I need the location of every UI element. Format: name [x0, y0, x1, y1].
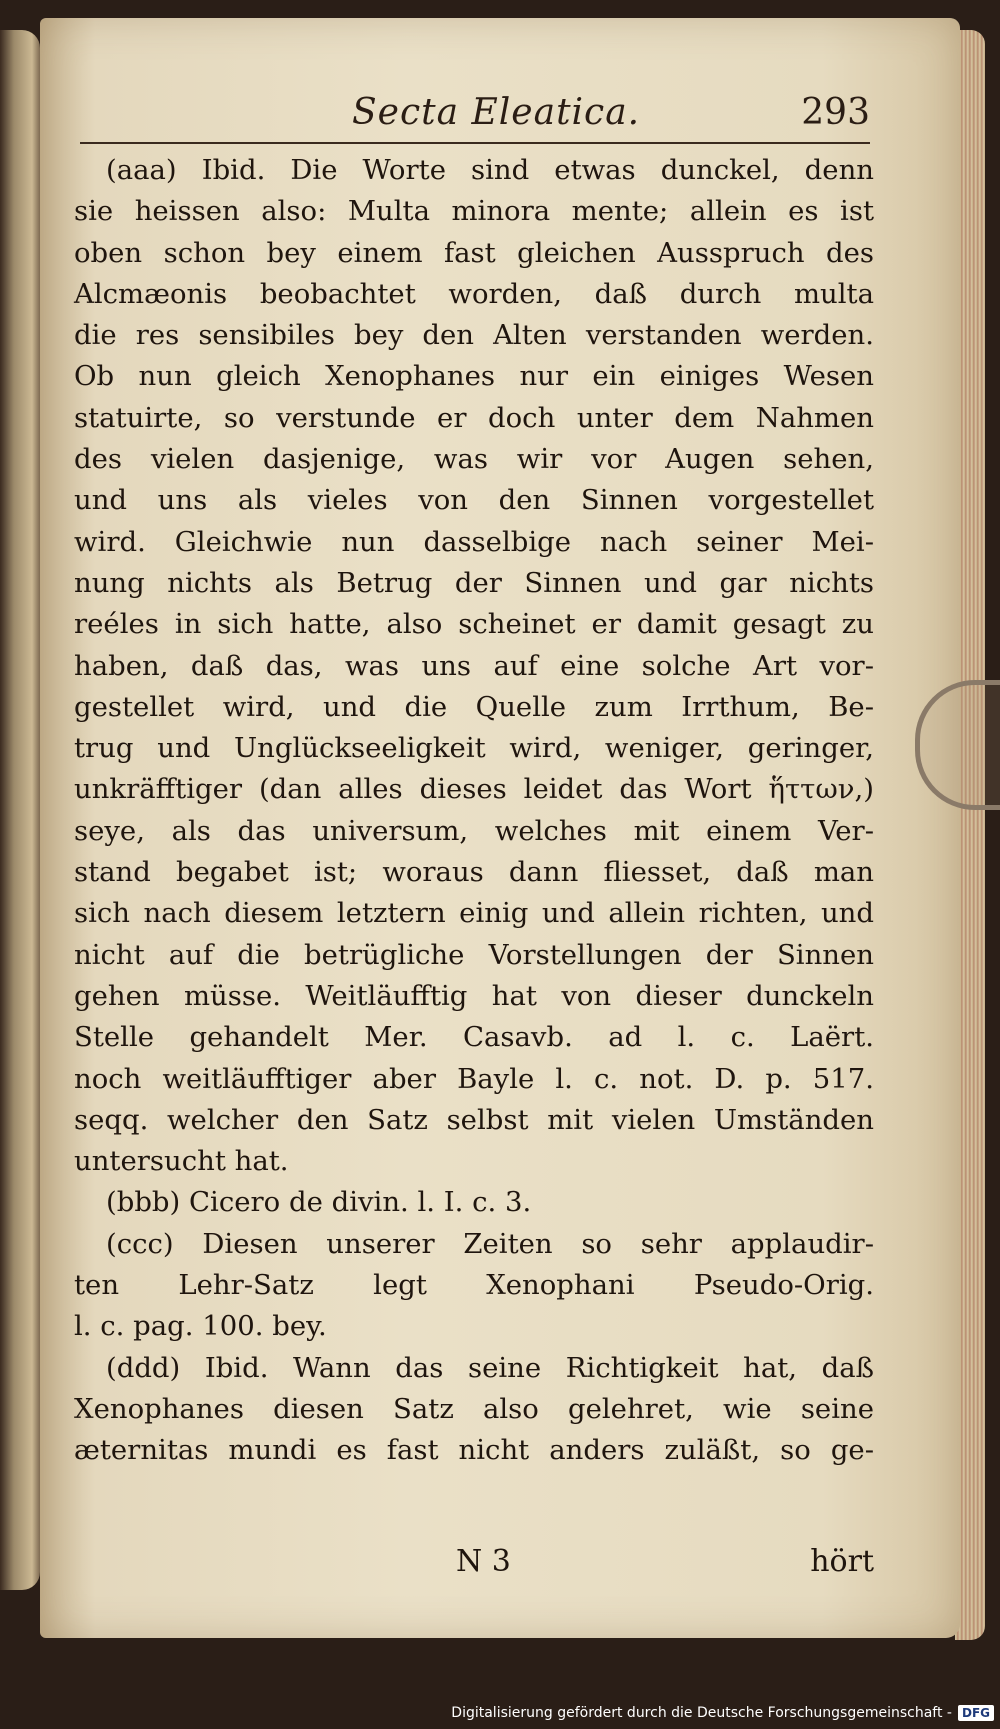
catchword: hört	[810, 1544, 874, 1579]
adjacent-page-edge	[0, 30, 40, 1590]
header-rule	[80, 142, 870, 144]
text-line: gestellet wird, und die Quelle zum Irrthum, Be-	[74, 690, 874, 723]
text-line: wird. Gleichwie nun dasselbige nach seiner Mei-	[74, 525, 874, 558]
text-line: seye, als das universum, welches mit einem Ver-	[74, 814, 874, 847]
credit-line	[451, 1703, 994, 1723]
text-line: (bbb) Cicero de divin. l. I. c. 3.	[106, 1186, 532, 1219]
text-line: oben schon bey einem fast gleichen Ausspruch des	[74, 236, 874, 269]
text-line: noch weitläufftiger aber Bayle l. c. not. D. p. 517.	[74, 1062, 874, 1095]
text-line: Stelle gehandelt Mer. Casavb. ad l. c. Laërt.	[74, 1021, 874, 1054]
text-line: trug und Unglückseeligkeit wird, weniger, geringer,	[74, 732, 874, 765]
page-body	[74, 150, 874, 1472]
text-line: die res sensibiles bey den Alten verstanden werden.	[74, 319, 874, 352]
text-line: (ddd) Ibid. Wann das seine Richtigkeit hat, daß	[106, 1351, 874, 1384]
text-line: Ob nun gleich Xenophanes nur ein einiges Wesen	[74, 360, 874, 393]
page-header	[80, 92, 870, 138]
text-line: unkräfftiger (dan alles dieses leidet das Wort ἥττων,)	[74, 773, 874, 806]
text-line: haben, daß das, was uns auf eine solche Art vor-	[74, 649, 874, 682]
text-line: (ccc) Diesen unserer Zeiten so sehr applaudir-	[106, 1227, 874, 1260]
text-line: (aaa) Ibid. Die Worte sind etwas dunckel, denn	[106, 154, 874, 186]
page-foot	[74, 1544, 874, 1588]
dfg-logo: DFG	[958, 1705, 994, 1721]
text-line: stand begabet ist; woraus dann fliesset, daß man	[74, 856, 874, 889]
page-number: 293	[801, 92, 870, 133]
text-line: sich nach diesem letztern einig und allein richten, und	[74, 897, 874, 930]
text-line: ten Lehr-Satz legt Xenophani Pseudo-Orig.	[74, 1269, 874, 1302]
text-line: sie heissen also: Multa minora mente; allein es ist	[74, 195, 874, 228]
text-line: nicht auf die betrügliche Vorstellungen der Sinnen	[74, 938, 874, 971]
text-line: statuirte, so verstunde er doch unter dem Nahmen	[74, 401, 874, 434]
text-line: l. c. pag. 100. bey.	[74, 1310, 327, 1343]
credit-text: Digitalisierung gefördert durch die Deutsche Forschungsgemeinschaft -	[451, 1705, 952, 1721]
text-line: des vielen dasjenige, was wir vor Augen sehen,	[74, 443, 874, 476]
text-line: Alcmæonis beobachtet worden, daß durch multa	[74, 277, 874, 310]
text-line: seqq. welcher den Satz selbst mit vielen Umständen	[74, 1103, 874, 1136]
signature-mark: N 3	[456, 1544, 511, 1579]
text-line: æternitas mundi es fast nicht anders zuläßt, so ge-	[74, 1434, 874, 1467]
running-head: Secta Eleatica.	[352, 92, 641, 133]
text-line: gehen müsse. Weitläufftig hat von dieser dunckeln	[74, 979, 874, 1012]
text-line: nung nichts als Betrug der Sinnen und gar nichts	[74, 566, 874, 599]
text-line: untersucht hat.	[74, 1145, 289, 1178]
text-line: und uns als vieles von den Sinnen vorgestellet	[74, 484, 874, 517]
text-line: reéles in sich hatte, also scheinet er damit gesagt zu	[74, 608, 874, 641]
text-line: Xenophanes diesen Satz also gelehret, wie seine	[74, 1392, 874, 1425]
